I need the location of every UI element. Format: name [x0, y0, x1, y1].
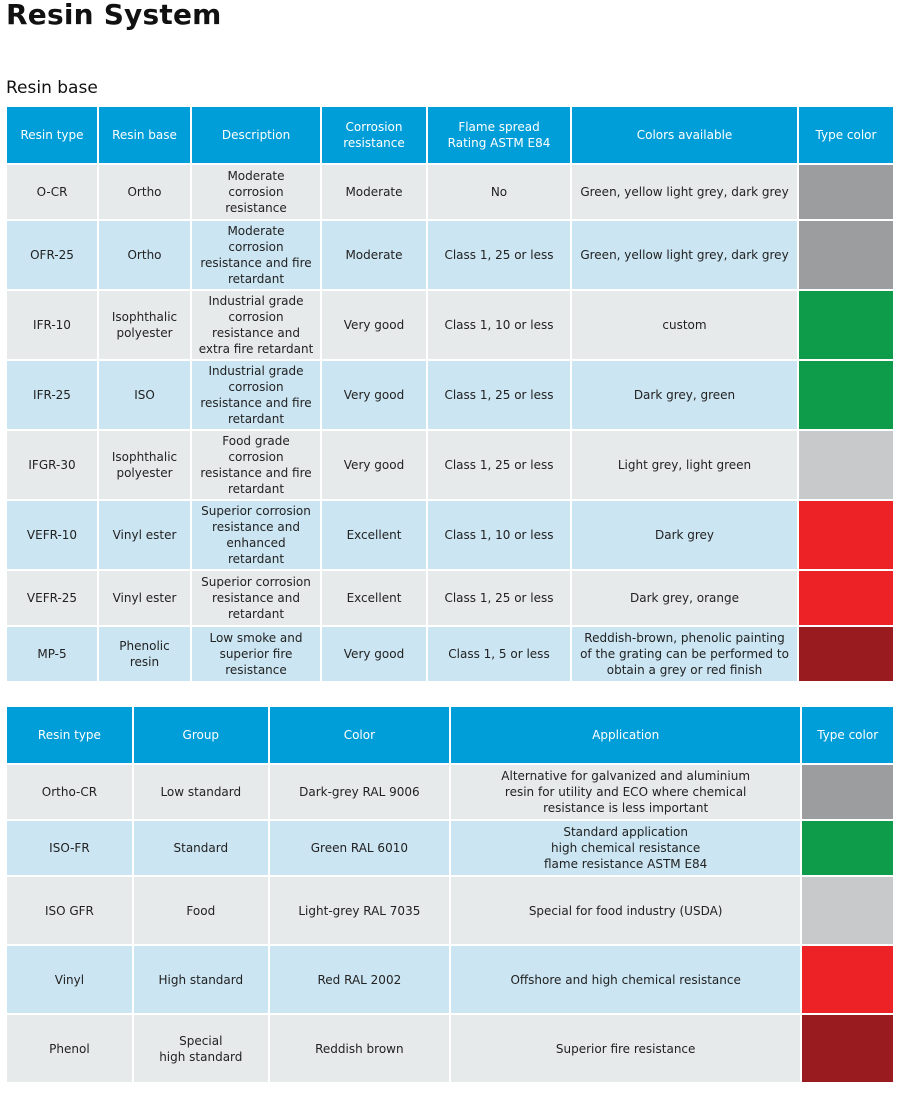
cell-resin-type: ISO GFR	[7, 877, 132, 944]
cell-corrosion: Excellent	[322, 571, 426, 625]
table-row	[7, 501, 893, 569]
cell-application: Alternative for galvanized and aluminium resin for utility and ECO where chemical resistance is less important	[451, 765, 800, 819]
table-row	[7, 1015, 893, 1082]
type-color-swatch	[799, 221, 893, 289]
section-title: Resin base	[6, 78, 98, 98]
cell-resin-type: Vinyl	[7, 946, 132, 1013]
type-color-swatch	[799, 291, 893, 359]
cell-flame-spread: Class 1, 25 or less	[428, 221, 570, 289]
type-color-swatch	[799, 431, 893, 499]
page-title: Resin System	[6, 0, 222, 31]
cell-flame-spread: Class 1, 10 or less	[428, 291, 570, 359]
cell-resin-base: Phenolic resin	[99, 627, 190, 681]
cell-flame-spread: Class 1, 10 or less	[428, 501, 570, 569]
cell-resin-type: IFR-10	[7, 291, 97, 359]
cell-resin-base: Vinyl ester	[99, 501, 190, 569]
cell-description: Superior corrosion resistance and enhanced retardant	[192, 501, 320, 569]
cell-resin-type: IFR-25	[7, 361, 97, 429]
header-type-color: Type color	[802, 707, 893, 763]
cell-resin-base: Isophthalic polyester	[99, 431, 190, 499]
header-resin-base: Resin base	[99, 107, 190, 163]
cell-resin-type: Phenol	[7, 1015, 132, 1082]
cell-resin-base: Ortho	[99, 165, 190, 219]
cell-colors-available: Dark grey, orange	[572, 571, 797, 625]
cell-color: Red RAL 2002	[270, 946, 449, 1013]
cell-description: Moderate corrosion resistance and fire retardant	[192, 221, 320, 289]
header-application: Application	[451, 707, 800, 763]
resin-group-table	[5, 705, 895, 1084]
table-row	[7, 291, 893, 359]
cell-flame-spread: Class 1, 25 or less	[428, 571, 570, 625]
table-row	[7, 431, 893, 499]
cell-application: Special for food industry (USDA)	[451, 877, 800, 944]
cell-resin-base: Ortho	[99, 221, 190, 289]
cell-resin-type: Ortho-CR	[7, 765, 132, 819]
cell-description: Food grade corrosion resistance and fire retardant	[192, 431, 320, 499]
cell-corrosion: Moderate	[322, 221, 426, 289]
header-resin-type: Resin type	[7, 107, 97, 163]
cell-description: Industrial grade corrosion resistance and extra fire retardant	[192, 291, 320, 359]
header-description: Description	[192, 107, 320, 163]
type-color-swatch	[802, 821, 893, 875]
table-row	[7, 821, 893, 875]
cell-flame-spread: Class 1, 5 or less	[428, 627, 570, 681]
cell-description: Low smoke and superior fire resistance	[192, 627, 320, 681]
cell-corrosion: Very good	[322, 431, 426, 499]
cell-resin-type: ISO-FR	[7, 821, 132, 875]
cell-corrosion: Very good	[322, 361, 426, 429]
table-row	[7, 877, 893, 944]
cell-resin-base: Vinyl ester	[99, 571, 190, 625]
cell-description: Superior corrosion resistance and retardant	[192, 571, 320, 625]
table-header-row	[7, 107, 893, 163]
type-color-swatch	[799, 571, 893, 625]
cell-colors-available: Dark grey, green	[572, 361, 797, 429]
table-row	[7, 946, 893, 1013]
table-row	[7, 221, 893, 289]
cell-flame-spread: Class 1, 25 or less	[428, 361, 570, 429]
cell-corrosion: Moderate	[322, 165, 426, 219]
type-color-swatch	[802, 1015, 893, 1082]
cell-flame-spread: No	[428, 165, 570, 219]
cell-colors-available: Green, yellow light grey, dark grey	[572, 165, 797, 219]
cell-colors-available: custom	[572, 291, 797, 359]
table-header-row	[7, 707, 893, 763]
table-row	[7, 165, 893, 219]
header-corrosion-resistance: Corrosion resistance	[322, 107, 426, 163]
table-row	[7, 627, 893, 681]
table-row	[7, 361, 893, 429]
header-group: Group	[134, 707, 268, 763]
cell-corrosion: Very good	[322, 291, 426, 359]
cell-corrosion: Very good	[322, 627, 426, 681]
cell-group: Standard	[134, 821, 268, 875]
cell-application: Offshore and high chemical resistance	[451, 946, 800, 1013]
cell-group: Low standard	[134, 765, 268, 819]
cell-resin-type: O-CR	[7, 165, 97, 219]
cell-application: Standard application high chemical resistance flame resistance ASTM E84	[451, 821, 800, 875]
type-color-swatch	[802, 877, 893, 944]
cell-description: Moderate corrosion resistance	[192, 165, 320, 219]
cell-flame-spread: Class 1, 25 or less	[428, 431, 570, 499]
cell-resin-type: IFGR-30	[7, 431, 97, 499]
type-color-swatch	[799, 361, 893, 429]
cell-colors-available: Green, yellow light grey, dark grey	[572, 221, 797, 289]
cell-colors-available: Light grey, light green	[572, 431, 797, 499]
cell-color: Reddish brown	[270, 1015, 449, 1082]
cell-group: High standard	[134, 946, 268, 1013]
header-resin-type: Resin type	[7, 707, 132, 763]
cell-corrosion: Excellent	[322, 501, 426, 569]
header-color: Color	[270, 707, 449, 763]
cell-resin-type: VEFR-25	[7, 571, 97, 625]
header-flame-spread: Flame spread Rating ASTM E84	[428, 107, 570, 163]
resin-base-table	[5, 105, 895, 683]
cell-color: Green RAL 6010	[270, 821, 449, 875]
cell-colors-available: Dark grey	[572, 501, 797, 569]
type-color-swatch	[799, 627, 893, 681]
type-color-swatch	[802, 765, 893, 819]
cell-colors-available: Reddish-brown, phenolic painting of the grating can be performed to obtain a grey or red finish	[572, 627, 797, 681]
table-row	[7, 765, 893, 819]
cell-resin-base: ISO	[99, 361, 190, 429]
cell-application: Superior fire resistance	[451, 1015, 800, 1082]
cell-description: Industrial grade corrosion resistance and fire retardant	[192, 361, 320, 429]
cell-color: Dark-grey RAL 9006	[270, 765, 449, 819]
cell-resin-type: VEFR-10	[7, 501, 97, 569]
cell-group: Special high standard	[134, 1015, 268, 1082]
type-color-swatch	[799, 501, 893, 569]
cell-resin-base: Isophthalic polyester	[99, 291, 190, 359]
type-color-swatch	[802, 946, 893, 1013]
header-type-color: Type color	[799, 107, 893, 163]
cell-resin-type: MP-5	[7, 627, 97, 681]
cell-resin-type: OFR-25	[7, 221, 97, 289]
type-color-swatch	[799, 165, 893, 219]
table-row	[7, 571, 893, 625]
cell-color: Light-grey RAL 7035	[270, 877, 449, 944]
cell-group: Food	[134, 877, 268, 944]
header-colors-available: Colors available	[572, 107, 797, 163]
